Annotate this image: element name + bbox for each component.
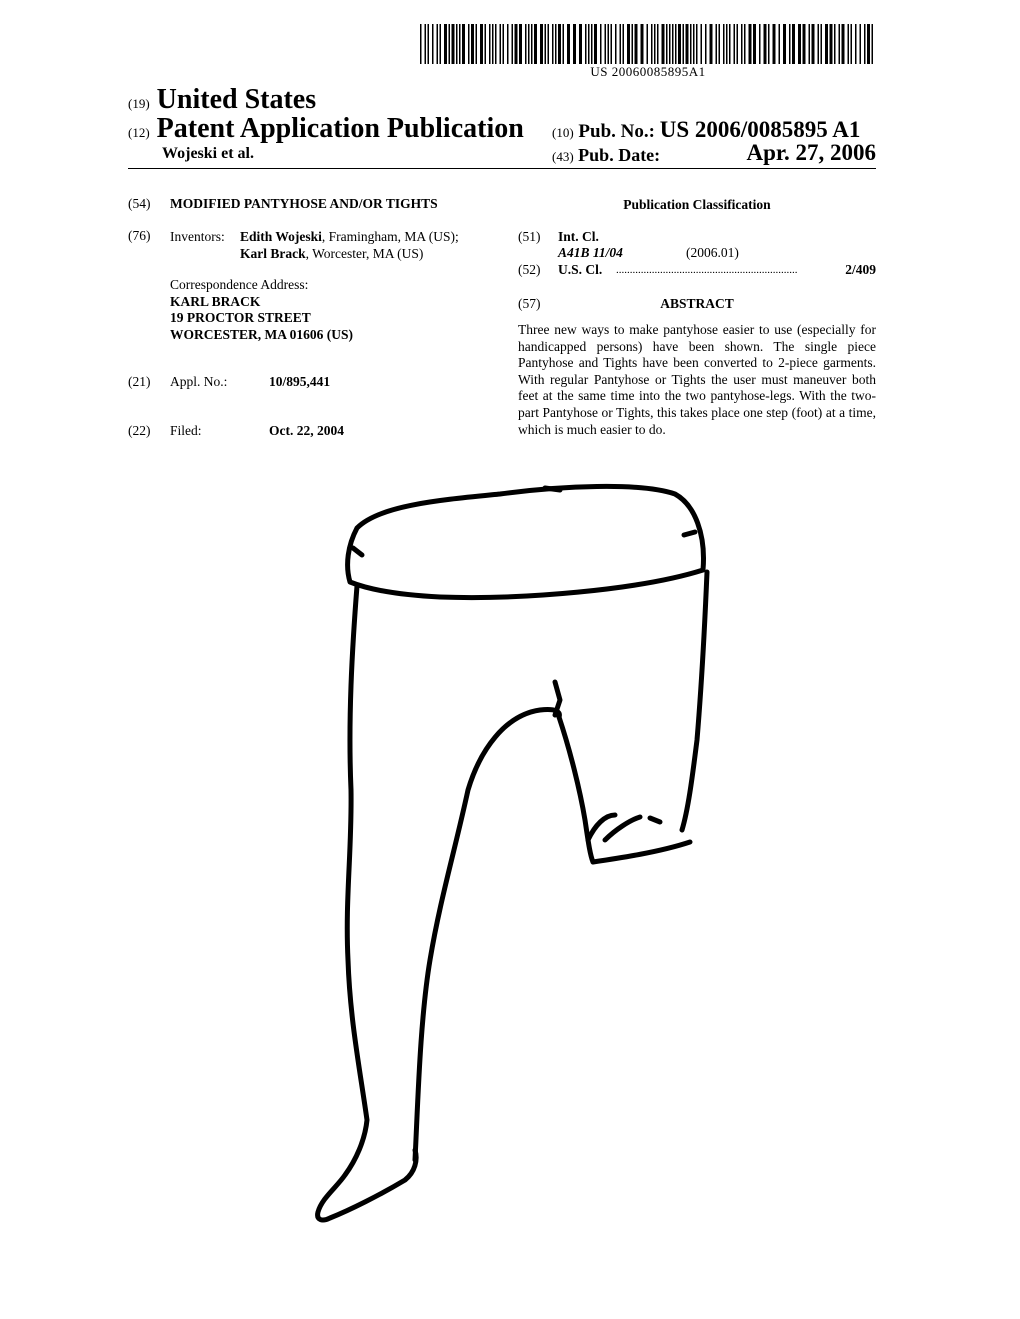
correspondence-line-3: WORCESTER, MA 01606 (US) (170, 327, 354, 342)
barcode-bar (620, 24, 622, 64)
inventors-code: (76) (128, 228, 151, 243)
barcode-bar (591, 24, 593, 64)
publication-type: Patent Application Publication (156, 113, 524, 144)
barcode-bar (512, 24, 514, 64)
barcode-bar (563, 24, 565, 64)
barcode-bar (471, 24, 474, 64)
barcode-bar (759, 24, 761, 64)
uscl-leader-dots: .................................................................. (616, 264, 798, 276)
barcode-bar (741, 24, 743, 64)
barcode-bar (641, 24, 644, 64)
barcode-bar (705, 24, 707, 64)
barcode-bar (860, 24, 862, 64)
barcode-bar (480, 24, 483, 64)
barcode-bar (545, 24, 547, 64)
barcode-bar (686, 24, 689, 64)
barcode-bar (440, 24, 442, 64)
barcode-bar (507, 24, 509, 64)
barcode-bar (558, 24, 561, 64)
barcode-bar (809, 24, 811, 64)
pub-date: Apr. 27, 2006 (746, 140, 876, 165)
barcode-bar (528, 24, 530, 64)
waistband-seam (545, 488, 560, 490)
barcode-bar (672, 24, 674, 64)
inventors-label: Inventors: (170, 229, 225, 244)
abstract-heading: ABSTRACT (660, 296, 734, 311)
barcode-bar (552, 24, 554, 64)
barcode-bar (716, 24, 718, 64)
barcode-bar (789, 24, 791, 64)
barcode-bar (420, 24, 422, 64)
barcode-bar (585, 24, 587, 64)
barcode-bar (696, 24, 698, 64)
barcode-bar (611, 24, 613, 64)
barcode-bar (693, 24, 695, 64)
barcode-bar (779, 24, 781, 64)
country-name: United States (156, 84, 317, 115)
barcode-bar (851, 24, 853, 64)
barcode-bar (690, 24, 692, 64)
barcode-bar (515, 24, 518, 64)
barcode-bar (444, 24, 447, 64)
barcode-bar (476, 24, 478, 64)
foot-opening-arrow (605, 817, 640, 840)
barcode-bar (573, 24, 576, 64)
waistband-outline (348, 486, 704, 597)
short-leg-bottom (593, 842, 690, 862)
barcode-bar (783, 24, 786, 64)
pub-number-code: (10) (552, 125, 574, 140)
short-leg-outer (682, 572, 707, 830)
publication-type-code: (12) (128, 125, 150, 140)
barcode-bar (627, 24, 630, 64)
barcode-bar (657, 24, 659, 64)
barcode-bar (525, 24, 527, 64)
foot-opening-tick (650, 818, 660, 822)
barcode-bar (723, 24, 725, 64)
barcode-bar (540, 24, 543, 64)
barcode-bar (605, 24, 607, 64)
appl-number: 10/895,441 (269, 374, 331, 389)
barcode-number: US 20060085895A1 (590, 64, 706, 79)
barcode-bar (449, 24, 451, 64)
classification-heading: Publication Classification (623, 197, 771, 212)
title-code: (54) (128, 196, 151, 211)
barcode-bar (825, 24, 828, 64)
barcode-bar (579, 24, 582, 64)
barcode-bar (623, 24, 625, 64)
barcode-bar (737, 24, 739, 64)
barcode-bar (792, 24, 795, 64)
barcode-bar (812, 24, 815, 64)
publication-type-heading (128, 113, 524, 145)
barcode-bar (798, 24, 801, 64)
pub-number: US 2006/0085895 A1 (659, 117, 861, 142)
inventor-2-place: , Worcester, MA (US) (305, 246, 424, 261)
long-leg-outer (318, 586, 416, 1220)
barcode-bar (675, 24, 677, 64)
barcode-bar (531, 24, 533, 64)
barcode-bar (749, 24, 752, 64)
inventor-1-place: , Framingham, MA (US); (321, 229, 459, 244)
barcode-bar (635, 24, 638, 64)
barcode-bar (437, 24, 439, 64)
barcode-bar (503, 24, 505, 64)
barcode-bar (647, 24, 649, 64)
abstract-code: (57) (518, 296, 541, 311)
country-heading (128, 84, 316, 116)
pantyhose-drawing-icon (0, 440, 1020, 1314)
barcode-bar (548, 24, 550, 64)
barcode-bar (729, 24, 731, 64)
pub-date-code: (43) (552, 149, 574, 164)
barcode-bar (683, 24, 685, 64)
barcode-bar (710, 24, 713, 64)
barcode-bar (600, 24, 602, 64)
barcode-bar (456, 24, 458, 64)
barcode-bar (588, 24, 590, 64)
title: MODIFIED PANTYHOSE AND/OR TIGHTS (170, 196, 438, 211)
barcode (420, 24, 876, 64)
barcode-bar (459, 24, 461, 64)
inventors-short: Wojeski et al. (162, 145, 254, 162)
barcode-bar (872, 24, 874, 64)
barcode-bar (432, 24, 434, 64)
barcode-bar (452, 24, 455, 64)
barcode-bar (669, 24, 671, 64)
correspondence-line-1: KARL BRACK (170, 294, 261, 309)
barcode-bar (615, 24, 617, 64)
pantyhose-drawing-figure (0, 440, 1020, 1314)
barcode-bar (834, 24, 836, 64)
barcode-bar (719, 24, 721, 64)
inventor-2 (240, 246, 423, 263)
barcode-bar (726, 24, 728, 64)
country-code: (19) (128, 96, 150, 111)
barcode-bar (462, 24, 465, 64)
pub-date-label: Pub. Date: (578, 145, 661, 165)
appl-label: Appl. No.: (170, 374, 228, 389)
barcode-bar (701, 24, 703, 64)
barcode-bar (654, 24, 656, 64)
filed-label: Filed: (170, 423, 202, 438)
intcl-year: (2006.01) (686, 245, 739, 260)
filed-code: (22) (128, 423, 151, 438)
barcode-bar (468, 24, 470, 64)
barcode-bar (500, 24, 502, 64)
intcl-label: Int. Cl. (558, 229, 599, 244)
barcode-bar (651, 24, 653, 64)
intcl-class: A41B 11/04 (558, 245, 623, 260)
barcode-bar (666, 24, 668, 64)
barcode-bar (848, 24, 850, 64)
barcode-bar (830, 24, 833, 64)
long-leg-inner (415, 709, 559, 1160)
barcode-bar (495, 24, 497, 64)
barcode-bar (867, 24, 870, 64)
correspondence-line-2: 19 PROCTOR STREET (170, 310, 311, 325)
barcode-bar (818, 24, 820, 64)
abstract-text: Three new ways to make pantyhose easier to use (especially for handicapped persons) have been shown. The single piece Pantyhose and Tights have been converted to 2-piece garments. With regular Pantyhose or Tights the user must maneuver both feet at the same time into the two pantyhose-legs. With the two-part Pantyhose or Tights, this takes place one step (foot) at a time, which is much easier to do. (518, 322, 876, 437)
pub-number-label: Pub. No.: (578, 121, 655, 142)
barcode-bar (803, 24, 806, 64)
barcode-bar (821, 24, 823, 64)
inventor-1 (240, 229, 459, 246)
barcode-bar (594, 24, 597, 64)
inventor-1-name: Edith Wojeski (240, 229, 322, 244)
barcode-bar (428, 24, 430, 64)
barcode-bar (753, 24, 756, 64)
barcode-bar (734, 24, 736, 64)
waistband-tick-left (353, 548, 362, 555)
barcode-bar (492, 24, 494, 64)
uscl-code: (52) (518, 262, 541, 277)
header-divider (128, 168, 876, 169)
barcode-graphic (420, 24, 876, 64)
barcode-bar (519, 24, 522, 64)
barcode-bar (842, 24, 845, 64)
filed-date: Oct. 22, 2004 (269, 423, 344, 438)
barcode-bar (485, 24, 487, 64)
barcode-bar (678, 24, 681, 64)
correspondence-label: Correspondence Address: (170, 277, 309, 292)
waistband-tick-right (684, 532, 695, 535)
inventor-2-name: Karl Brack (240, 246, 306, 261)
barcode-bar (768, 24, 770, 64)
barcode-bar (425, 24, 427, 64)
barcode-bar (555, 24, 557, 64)
barcode-bar (773, 24, 776, 64)
barcode-bar (489, 24, 491, 64)
uscl-value: 2/409 (845, 262, 876, 277)
uscl-label: U.S. Cl. (558, 262, 603, 277)
crotch-notch (555, 682, 560, 715)
barcode-bar (764, 24, 767, 64)
pub-date-line (552, 145, 660, 166)
barcode-bar (632, 24, 634, 64)
appl-code: (21) (128, 374, 151, 389)
barcode-bar (567, 24, 570, 64)
barcode-bar (839, 24, 841, 64)
intcl-code: (51) (518, 229, 541, 244)
barcode-bar (864, 24, 866, 64)
barcode-bar (534, 24, 537, 64)
barcode-bar (608, 24, 610, 64)
barcode-bar (662, 24, 665, 64)
barcode-bar (855, 24, 857, 64)
barcode-bar (744, 24, 746, 64)
